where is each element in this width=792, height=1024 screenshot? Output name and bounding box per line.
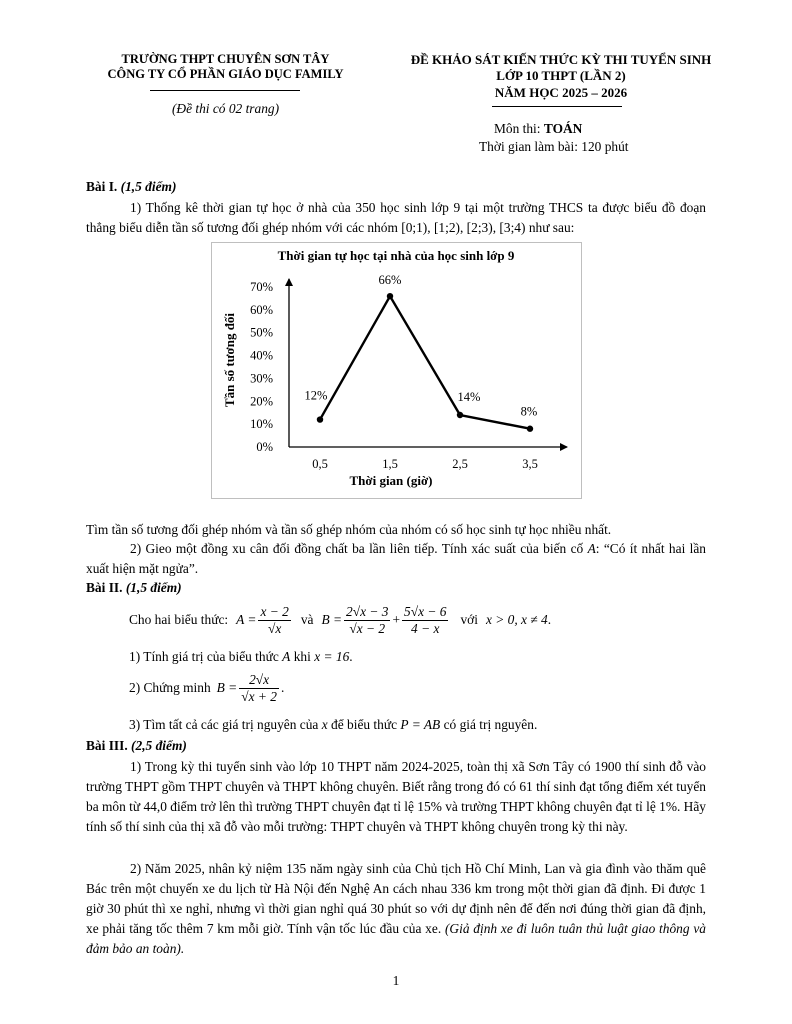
bai1-q2 bbox=[86, 539, 706, 579]
exam-title-line3: NĂM HỌC 2025 – 2026 bbox=[494, 85, 628, 100]
x-tick-label: 1,5 bbox=[382, 457, 398, 471]
bai2-q3 bbox=[129, 716, 537, 734]
bai2-intro: Cho hai biểu thức: bbox=[129, 612, 229, 627]
chart-title: Thời gian tự học tại nhà của học sinh lớp 9 bbox=[277, 248, 515, 263]
bai2-points: (1,5 điểm) bbox=[125, 580, 182, 595]
expr-A-fraction bbox=[258, 604, 290, 637]
exam-title-line1: ĐỀ KHẢO SÁT KIẾN THỨC KỲ THI TUYỂN SINH bbox=[410, 52, 712, 67]
bai2-q2 bbox=[129, 668, 284, 708]
and-word: và bbox=[300, 612, 314, 627]
school-name: TRƯỜNG THPT CHUYÊN SƠN TÂY bbox=[121, 52, 330, 66]
exam-time: Thời gian làm bài: 120 phút bbox=[479, 139, 629, 154]
bai1-points: (1,5 điểm) bbox=[120, 179, 177, 194]
data-point bbox=[317, 416, 323, 422]
bai1-q1-end: như sau: bbox=[528, 220, 575, 235]
header-left-rule bbox=[150, 90, 300, 91]
subject-label: Môn thi: bbox=[494, 121, 541, 136]
line-chart bbox=[212, 243, 581, 498]
bai2-q3-var: x bbox=[321, 717, 328, 732]
expr-A-num: x − 2 bbox=[260, 603, 289, 619]
bai2-q1-val: x = 16 bbox=[314, 649, 350, 664]
bai1-title: Bài I. bbox=[86, 179, 118, 194]
bai2-q3-expr: P = AB bbox=[400, 717, 441, 732]
y-tick-label: 20% bbox=[250, 394, 273, 409]
chart-frame bbox=[211, 242, 582, 499]
series-line bbox=[320, 296, 530, 429]
chart-xlabel: Thời gian (giờ) bbox=[349, 473, 433, 488]
chart-ylabel: Tần số tương đối bbox=[222, 312, 237, 408]
y-axis-arrow bbox=[285, 278, 293, 286]
bai1-heading bbox=[86, 179, 176, 195]
bai2-q2-num: 2√x bbox=[239, 672, 279, 689]
company-name: CÔNG TY CỔ PHẦN GIÁO DỤC FAMILY bbox=[107, 67, 344, 81]
bai1-q1-task: Tìm tần số tương đối ghép nhóm và tần số ghép nhóm của nhóm có số học sinh tự học nhiều nhất. bbox=[86, 522, 612, 537]
bai1-q2-text: 2) Gieo một đồng xu cân đối đồng chất ba lần liên tiếp. Tính xác suất của biến cố bbox=[130, 541, 584, 556]
y-tick-label: 40% bbox=[250, 348, 273, 363]
bai2-q2-fraction bbox=[239, 672, 279, 705]
x-tick-label: 3,5 bbox=[522, 457, 538, 471]
bai3-q2-text: 2) Năm 2025, nhân kỷ niệm 135 năm ngày sinh của Chủ tịch Hồ Chí Minh, Lan và gia đình vào thăm quê Bác trên một chuyến xe du lịch từ Hà Nội đến Nghệ An cách nhau 336 km trong một thời gian đã định. Đi được 1 giờ 30 phút thì xe nghỉ, nhưng vì thời gian nghỉ quá 30 phút so với dự định nên để đến nơi đúng thời gian đã định, xe phải tăng tốc thêm 7 km mỗi giờ. Tính vận tốc lúc đầu của xe. bbox=[86, 861, 706, 936]
bai2-q2-den: √x + 2 bbox=[241, 688, 277, 704]
data-point bbox=[457, 412, 463, 418]
bai2-heading bbox=[86, 580, 182, 596]
x-axis-arrow bbox=[560, 443, 568, 451]
bai1-q1 bbox=[86, 198, 706, 238]
bai2-expressions bbox=[129, 600, 551, 640]
bai2-q3-mid: để biểu thức bbox=[331, 717, 398, 732]
condition-dot: . bbox=[547, 612, 552, 627]
bai2-q1-when: khi bbox=[293, 649, 311, 664]
y-tick-label: 0% bbox=[256, 440, 273, 454]
cond-word: với bbox=[460, 612, 478, 627]
header-right-rule bbox=[492, 106, 622, 107]
expr-B2-fraction bbox=[402, 604, 448, 637]
expr-B-label: B = bbox=[321, 612, 343, 627]
bai2-q2-text: 2) Chứng minh bbox=[129, 680, 211, 695]
subject-name: TOÁN bbox=[543, 121, 583, 136]
bai3-q1: 1) Trong kỳ thi tuyển sinh vào lớp 10 THPT năm 2024-2025, toàn thị xã Sơn Tây có 1900 thí sinh đỗ vào trường THPT gồm THPT chuyên và THPT không chuyên. Biết rằng trong đó có 61 thí sinh đạt tổng điểm xét tuyển ba môn từ 44,0 điểm trở lên thì trường THPT chuyên đạt tỉ lệ 15% và trường THPT không chuyên đạt tỉ lệ 1%. Hãy tính số thí sinh của thị xã đỗ vào mỗi trường: THPT chuyên và THPT không chuyên trong kỳ thi này. bbox=[86, 759, 706, 834]
bai2-q2-dot: . bbox=[280, 680, 285, 695]
expr-B1-fraction bbox=[344, 604, 390, 637]
bai1-groups: [0;1), [1;2), [2;3), [3;4) bbox=[401, 220, 526, 235]
bai2-title: Bài II. bbox=[86, 580, 123, 595]
expr-B1-num: 2√x − 3 bbox=[346, 603, 389, 619]
expr-B2-num: 5√x − 6 bbox=[404, 603, 447, 619]
expr-B2-den: 4 − x bbox=[411, 620, 440, 636]
bai2-q2-B: B = bbox=[216, 680, 238, 695]
y-tick-label: 70% bbox=[250, 280, 273, 294]
y-tick-label: 30% bbox=[250, 371, 273, 386]
bai2-q1-text: 1) Tính giá trị của biểu thức bbox=[129, 649, 279, 664]
x-tick-label: 2,5 bbox=[452, 457, 468, 471]
bai3-q2 bbox=[86, 859, 706, 959]
y-tick-label: 60% bbox=[250, 302, 273, 317]
bai2-q1-dot: . bbox=[349, 649, 353, 664]
data-point bbox=[387, 293, 393, 299]
expr-B1-den: √x − 2 bbox=[349, 620, 386, 636]
bai1-q2-var: A bbox=[587, 541, 596, 556]
data-label: 66% bbox=[378, 273, 402, 288]
y-tick-label: 50% bbox=[250, 325, 273, 340]
bai3-points: (2,5 điểm) bbox=[131, 738, 187, 753]
bai3-heading bbox=[86, 738, 187, 754]
plus-sign: + bbox=[392, 612, 401, 627]
page-number: 1 bbox=[392, 973, 400, 988]
pages-note: (Đề thi có 02 trang) bbox=[171, 101, 280, 116]
data-label: 8% bbox=[520, 404, 538, 419]
bai2-q1 bbox=[129, 648, 353, 666]
expr-A-label: A = bbox=[236, 612, 257, 627]
exam-title-line2: LỚP 10 THPT (LẦN 2) bbox=[496, 68, 626, 83]
condition: x > 0, x ≠ 4 bbox=[485, 612, 548, 627]
data-label: 14% bbox=[457, 390, 481, 404]
bai3-title: Bài III. bbox=[86, 738, 128, 753]
expr-A-den: √x bbox=[267, 620, 282, 636]
data-point bbox=[527, 426, 533, 432]
y-tick-label: 10% bbox=[250, 417, 273, 432]
bai1-q2-end: : “Có ít nhất hai lần xuất hiện mặt ngửa”. bbox=[86, 541, 706, 576]
bai1-q1-text: 1) Thống kê thời gian tự học ở nhà của 350 học sinh lớp 9 tại một trường THCS ta được biểu đồ đoạn thẳng biểu diễn tần số tương đối ghép nhóm với các nhóm bbox=[86, 200, 706, 235]
subject-row bbox=[494, 121, 582, 137]
bai2-q1-var: A bbox=[282, 649, 291, 664]
bai2-q3-end: có giá trị nguyên. bbox=[443, 717, 538, 732]
x-tick-label: 0,5 bbox=[312, 457, 328, 471]
bai2-q3-text: 3) Tìm tất cả các giá trị nguyên của bbox=[129, 717, 319, 732]
bai3-q2-note: (Giả định xe đi luôn tuân thủ luật giao thông và đảm bảo an toàn). bbox=[86, 921, 706, 956]
data-label: 12% bbox=[304, 388, 328, 403]
